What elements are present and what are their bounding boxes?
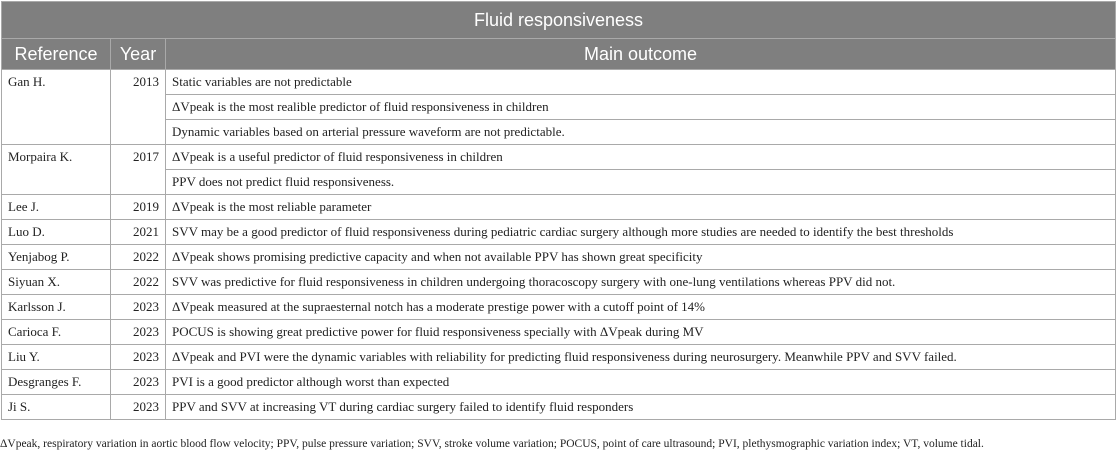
year-cell: 2017 (111, 145, 166, 195)
table-body (2, 70, 1116, 420)
main-outcome-column-header: Main outcome (166, 39, 1116, 70)
header-row (2, 39, 1116, 70)
table-row (2, 395, 1116, 420)
outcome-cell: ΔVpeak is the most reliable parameter (166, 195, 1116, 220)
reference-cell: Karlsson J. (2, 295, 111, 320)
table-row (2, 120, 1116, 145)
table-row (2, 370, 1116, 395)
outcome-cell: ΔVpeak is the most realible predictor of fluid responsiveness in children (166, 95, 1116, 120)
year-cell: 2023 (111, 295, 166, 320)
year-cell: 2013 (111, 70, 166, 145)
table-row (2, 220, 1116, 245)
outcome-cell: POCUS is showing great predictive power for fluid responsiveness specially with ΔVpeak during MV (166, 320, 1116, 345)
table-row (2, 195, 1116, 220)
reference-cell: Carioca F. (2, 320, 111, 345)
table-row (2, 70, 1116, 95)
reference-cell: Desgranges F. (2, 370, 111, 395)
outcome-cell: SVV was predictive for fluid responsiveness in children undergoing thoracoscopy surgery with one-lung ventilations whereas PPV did not. (166, 270, 1116, 295)
reference-cell: Morpaira K. (2, 145, 111, 195)
year-cell: 2023 (111, 320, 166, 345)
fluid-responsiveness-table (1, 1, 1116, 420)
outcome-cell: SVV may be a good predictor of fluid responsiveness during pediatric cardiac surgery although more studies are needed to identify the best thresholds (166, 220, 1116, 245)
table-row (2, 295, 1116, 320)
outcome-cell: ΔVpeak measured at the supraesternal notch has a moderate prestige power with a cutoff point of 14% (166, 295, 1116, 320)
table-row (2, 345, 1116, 370)
outcome-cell: ΔVpeak is a useful predictor of fluid responsiveness in children (166, 145, 1116, 170)
table-footnote: ΔVpeak, respiratory variation in aortic blood flow velocity; PPV, pulse pressure variation; SVV, stroke volume variation; POCUS, point of care ultrasound; PVI, plethysmographic variation index; VT, volume tidal. (0, 438, 984, 450)
reference-cell: Gan H. (2, 70, 111, 145)
reference-cell: Yenjabog P. (2, 245, 111, 270)
outcome-cell: ΔVpeak shows promising predictive capacity and when not available PPV has shown great specificity (166, 245, 1116, 270)
table-row (2, 145, 1116, 170)
year-cell: 2022 (111, 245, 166, 270)
reference-cell: Luo D. (2, 220, 111, 245)
reference-cell: Ji S. (2, 395, 111, 420)
reference-cell: Lee J. (2, 195, 111, 220)
year-cell: 2023 (111, 370, 166, 395)
year-cell: 2023 (111, 345, 166, 370)
outcome-cell: PPV does not predict fluid responsiveness. (166, 170, 1116, 195)
outcome-cell: ΔVpeak and PVI were the dynamic variables with reliability for predicting fluid responsiveness during neurosurgery. Meanwhile PPV and SVV failed. (166, 345, 1116, 370)
reference-column-header: Reference (2, 39, 111, 70)
reference-cell: Liu Y. (2, 345, 111, 370)
table-row (2, 245, 1116, 270)
year-column-header: Year (111, 39, 166, 70)
year-cell: 2019 (111, 195, 166, 220)
table-row (2, 320, 1116, 345)
table-row (2, 95, 1116, 120)
outcome-cell: Static variables are not predictable (166, 70, 1116, 95)
table-row (2, 170, 1116, 195)
table-row (2, 270, 1116, 295)
year-cell: 2023 (111, 395, 166, 420)
outcome-cell: Dynamic variables based on arterial pressure waveform are not predictable. (166, 120, 1116, 145)
outcome-cell: PPV and SVV at increasing VT during cardiac surgery failed to identify fluid responders (166, 395, 1116, 420)
outcome-cell: PVI is a good predictor although worst than expected (166, 370, 1116, 395)
table-title: Fluid responsiveness (2, 2, 1116, 39)
reference-cell: Siyuan X. (2, 270, 111, 295)
title-row (2, 2, 1116, 39)
year-cell: 2021 (111, 220, 166, 245)
year-cell: 2022 (111, 270, 166, 295)
